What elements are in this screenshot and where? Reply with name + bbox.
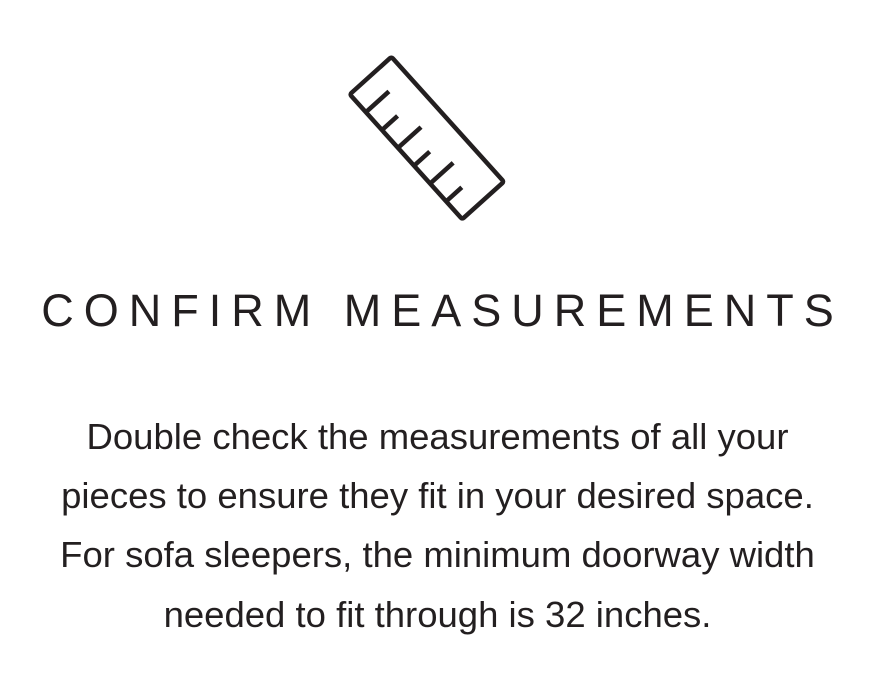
page-title: CONFIRM MEASUREMENTS [41,285,844,336]
body-text: Double check the measurements of all your pieces to ensure they fit in your desired space. For sofa sleepers, the minimum doorway width needed to fit through is 32 inches. [60,416,815,635]
ruler-icon [318,28,558,228]
